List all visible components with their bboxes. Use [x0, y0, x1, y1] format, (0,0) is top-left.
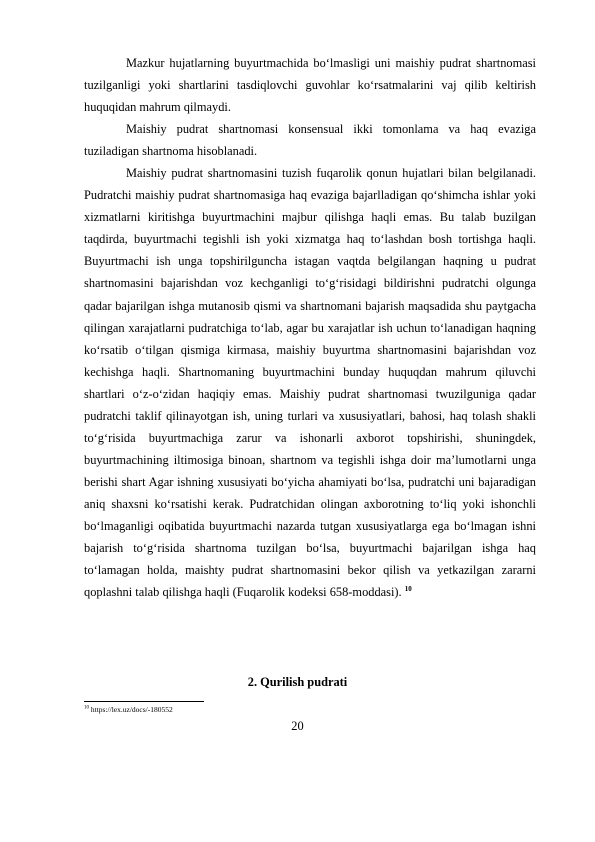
footnote-reference[interactable]: 10 — [404, 585, 412, 593]
document-body — [84, 52, 536, 603]
page-number: 20 — [291, 719, 304, 733]
paragraph-2: Maishiy pudrat shartnomasi konsensual ikki tomonlama va haq evaziga tuziladigan shartnoma hisoblanadi. — [84, 122, 536, 159]
footnote — [84, 705, 173, 714]
paragraph-3-text: Maishiy pudrat shartnomasini tuzish fuqarolik qonun hujatlari bilan belgilanadi. Pudratchi maishiy pudrat shartnomasiga haq evaziga bajarlladigan qo‘shimcha ishlar yoki xizmatlarni kiritishga buyurtmachini majbur qilishga haqli emas. Bu talab buzilgan taqdirda, buyurtmachi tegishli ish yoki xizmatga haq to‘lashdan bosh tortishga haqli. Buyurtmachi ish unga topshirilguncha istagan vaqtda belgilangan haqning u pudrat shartnomasini bajarishdan voz kechganligi to‘g‘risidagi bildirishni pudratchi olgunga qadar bajarilgan ishga mutanosib qismi va shartnomani bajarish maqsadida shu paytgacha qilingan xarajatlarni pudratchiga to‘lab, agar bu xarajatlar ish uchun to‘lanadigan haqning ko‘rsatib o‘tilgan qismiga kirmasa, maishiy buyurtma shartnomasini bajarishdan voz kechishga haqli. Shartnomaning buyurtmachini bunday huquqdan mahrum qiluvchi shartlari o‘z-o‘zidan haqiqiy emas. Maishiy pudrat shartnomasi twuzilguniga qadar pudratchi taklif qilinayotgan ish, uning turlari va xususiyatlari, bahosi, haq tolash shakli to‘g‘risida buyurtmachiga zarur va ishonarli axborot topshirishi, shuningdek, buyurtmachining iltimosiga binoan, shartnom va tegishli ishga doir ma’lumotlarni unga berishi shart Agar ishning xususiyati bo‘yicha ahamiyati bo‘lsa, pudratchi uni bajaradigan aniq shaxsni ko‘rsatishi kerak. Pudratchidan olingan axborotning to‘liq yoki ishonchli bo‘lmaganligi oqibatida buyurtmachi nazarda tutgan xususiyatlarga ega bo‘lmagan ishni bajarish to‘g‘risida shartnoma tuzilgan bo‘lsa, buyurtmachi bajarilgan ishga haq to‘lamagan holda, maishty pudrat shartnomasini bekor qilish va yetkazilgan zararni qoplashni talab qilishga haqli (Fuqarolik kodeksi 658-moddasi). — [84, 166, 536, 600]
paragraph-1: Mazkur hujatlarning buyurtmachida bo‘lmasligi uni maishiy pudrat shartnomasi tuzilganligi yoki shartlarini tasdiqlovchi guvohlar ko‘rsatmalarini vaj qilib keltirish huquqidan mahrum qilmaydi. — [84, 56, 536, 115]
footnote-divider — [84, 701, 204, 702]
section-heading: 2. Qurilish pudrati — [247, 675, 348, 689]
footnote-link[interactable]: https://lex.uz/docs/-180552 — [89, 705, 173, 714]
paragraph-3 — [84, 162, 536, 603]
footnote-number: 10 — [84, 705, 89, 711]
